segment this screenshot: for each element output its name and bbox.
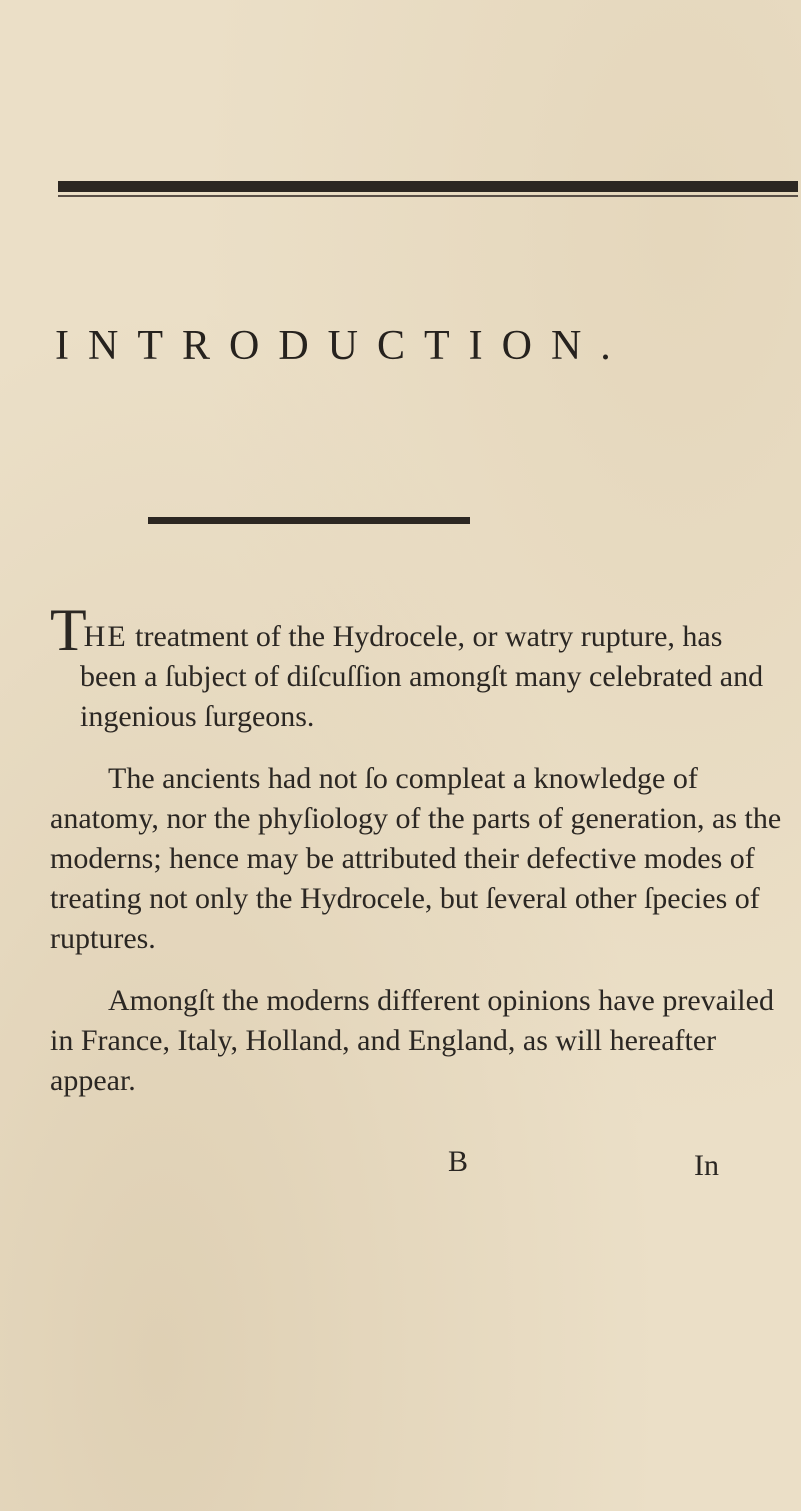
chapter-heading: INTRODUCTION.	[55, 323, 630, 369]
paragraph-2: The ancients had not ſo compleat a knowledge of anatomy, nor the phyſiology of the parts of generation, as the moderns; hence may be attributed their defective modes of treating not only the Hydrocele, but ſeveral other ſpecies of ruptures.	[50, 762, 782, 955]
page-footer	[0, 1145, 801, 1185]
top-ornamental-rule	[58, 181, 798, 192]
opening-small-caps: HE	[83, 620, 128, 653]
drop-cap: T	[50, 597, 87, 663]
catchword: In	[694, 1149, 719, 1182]
paragraph-1	[50, 597, 785, 737]
signature-mark: B	[448, 1145, 469, 1178]
body-text	[50, 597, 785, 1123]
heading-rule	[148, 517, 470, 524]
paragraph-1-text: treatment of the Hydrocele, or watry rupture, has been a ſubject of diſcuſſion amongſt many celebrated and ingenious ſurgeons.	[80, 620, 764, 733]
paragraph-3: Amongſt the moderns different opinions have prevailed in France, Italy, Holland, and England, as will hereafter appear.	[50, 984, 774, 1097]
